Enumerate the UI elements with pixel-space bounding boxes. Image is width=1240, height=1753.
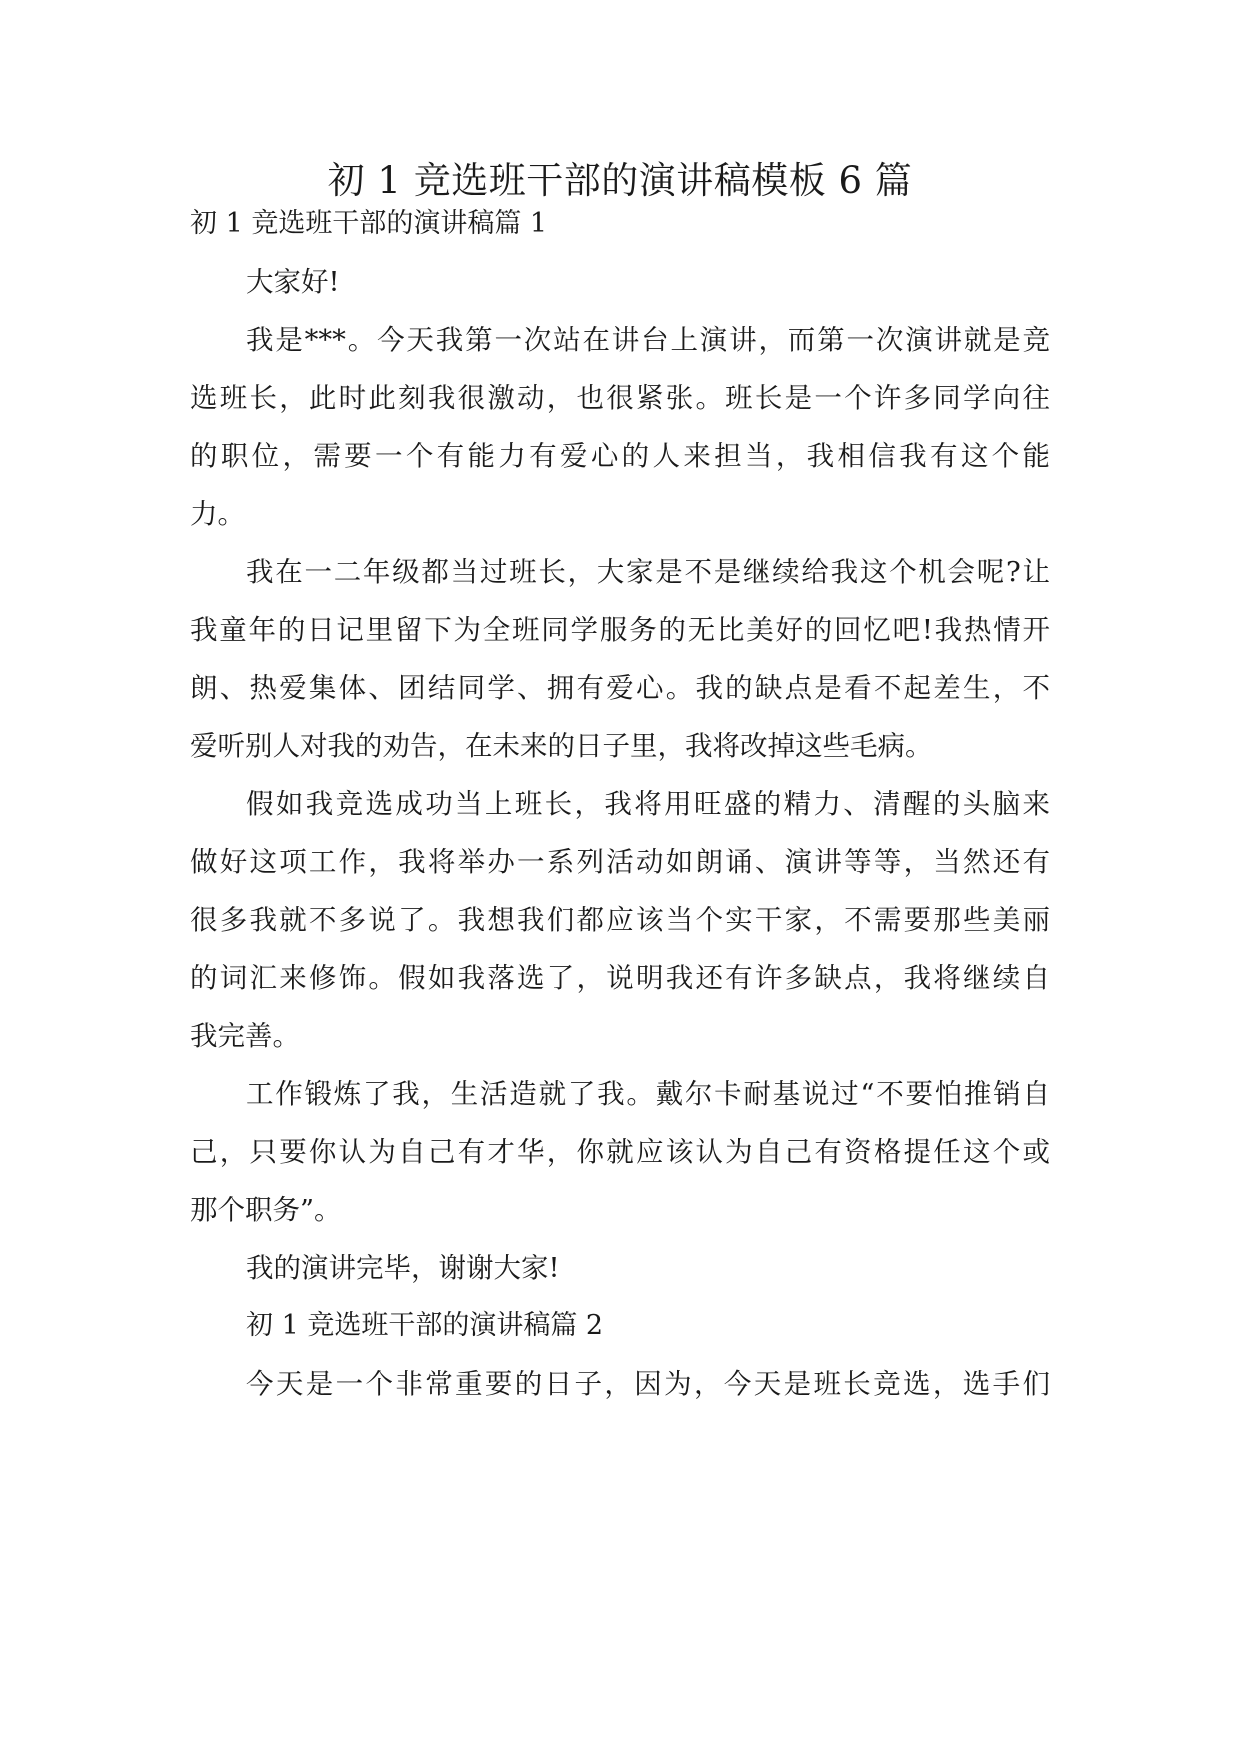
paragraph-line: 我是***。今天我第一次站在讲台上演讲，而第一次演讲就是竞 bbox=[246, 324, 1050, 356]
paragraph-line: 今天是一个非常重要的日子，因为，今天是班长竞选，选手们 bbox=[246, 1368, 1050, 1400]
section-heading-2: 初 1 竞选班干部的演讲稿篇 2 bbox=[246, 1310, 604, 1341]
paragraph-line: 假如我竞选成功当上班长，我将用旺盛的精力、清醒的头脑来 bbox=[246, 788, 1050, 820]
paragraph-line: 的职位，需要一个有能力有爱心的人来担当，我相信我有这个能 bbox=[190, 440, 1050, 472]
paragraph-line: 做好这项工作，我将举办一系列活动如朗诵、演讲等等，当然还有 bbox=[190, 846, 1050, 878]
paragraph-line: 我童年的日记里留下为全班同学服务的无比美好的回忆吧!我热情开 bbox=[190, 614, 1050, 646]
paragraph-line: 我完善。 bbox=[190, 1020, 300, 1052]
paragraph-line: 力。 bbox=[190, 498, 245, 530]
section-heading-1: 初 1 竞选班干部的演讲稿篇 1 bbox=[190, 208, 548, 239]
paragraph-line: 我在一二年级都当过班长，大家是不是继续给我这个机会呢?让 bbox=[246, 556, 1050, 588]
closing-line: 我的演讲完毕，谢谢大家! bbox=[246, 1252, 560, 1284]
paragraph-line: 己，只要你认为自己有才华，你就应该认为自己有资格提任这个或 bbox=[190, 1136, 1050, 1168]
paragraph-line: 选班长，此时此刻我很激动，也很紧张。班长是一个许多同学向往 bbox=[190, 382, 1050, 414]
paragraph-line: 的词汇来修饰。假如我落选了，说明我还有许多缺点，我将继续自 bbox=[190, 962, 1050, 994]
paragraph-line: 那个职务”。 bbox=[190, 1194, 342, 1226]
paragraph-line: 工作锻炼了我，生活造就了我。戴尔卡耐基说过“不要怕推销自 bbox=[246, 1078, 1050, 1110]
greeting-line: 大家好! bbox=[246, 266, 340, 298]
paragraph-line: 爱听别人对我的劝告，在未来的日子里，我将改掉这些毛病。 bbox=[190, 730, 933, 762]
document-title: 初 1 竞选班干部的演讲稿模板 6 篇 bbox=[327, 159, 913, 202]
paragraph-line: 很多我就不多说了。我想我们都应该当个实干家，不需要那些美丽 bbox=[190, 904, 1050, 936]
paragraph-line: 朗、热爱集体、团结同学、拥有爱心。我的缺点是看不起差生，不 bbox=[190, 672, 1050, 704]
